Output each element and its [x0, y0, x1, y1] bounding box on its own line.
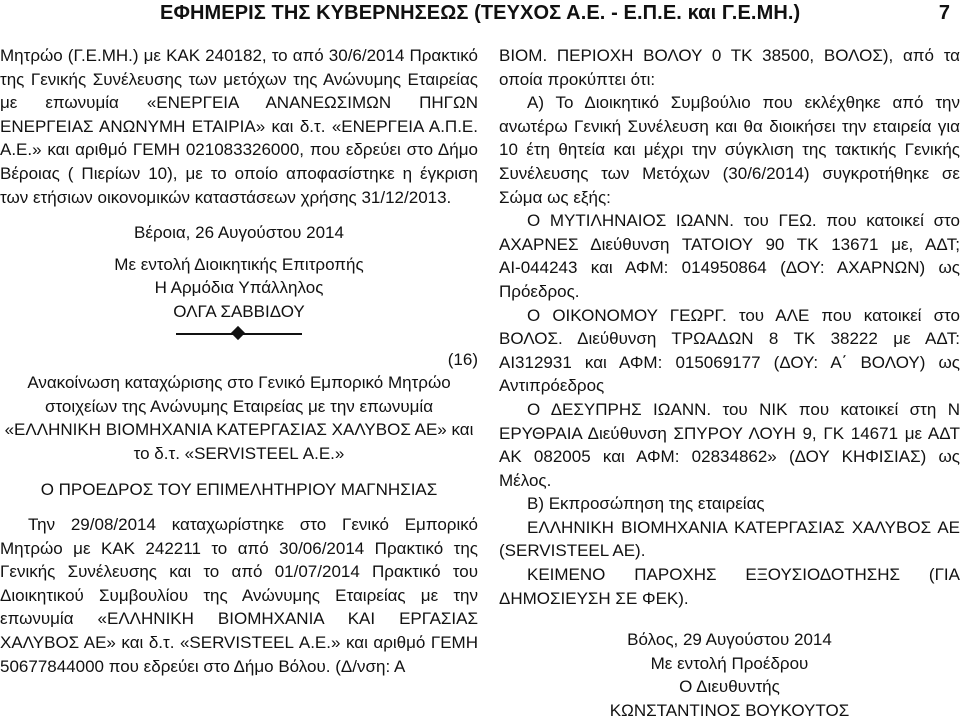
- left-column: [0, 44, 478, 678]
- page-header: [0, 0, 960, 36]
- intro-paragraph: Μητρώο (Γ.Ε.ΜΗ.) με ΚΑΚ 240182, το από 30/6/2014 Πρακτικό της Γενικής Συνέλευσης των μετόχων της Ανώνυμης Εταιρείας με επωνυμία «ΕΝΕΡΓΕΙΑ ΑΝΑΝΕΩΣΙΜΩΝ ΠΗΓΩΝ ΕΝΕΡΓΕΙΑΣ ΑΝΩΝΥΜΗ ΕΤΑΙΡΙΑ» και δ.τ. «ΕΝΕΡΓΕΙΑ Α.Π.Ε. Α.Ε.» και αριθμό ΓΕΜΗ 021083326000, που εδρεύει στο Δήμο Βέροιας ( Πιερίων 10), με το οποίο αποφασίστηκε η έγκριση των ετήσιων οικονομικών καταστάσεων χρήσης 31/12/2013.: [0, 46, 478, 207]
- notice-number: (16): [447, 349, 478, 369]
- right-paragraph-2: Α) Το Διοικητικό Συμβούλιο που εκλέχθηκε από την ανωτέρω Γενική Συνέλευση και θα διοικήσει την εταιρεία για 10 έτη θητεία και μέχρι την σύγκλιση της τακτικής Γενικής Συνέλευσης των Μετόχων (30/6/2014) συγκροτήθηκε σε Σώμα ως εξής:: [499, 93, 960, 207]
- authority-heading: Ο ΠΡΟΕΔΡΟΣ ΤΟΥ ΕΠΙΜΕΛΗΤΗΡΙΟΥ ΜΑΓΝΗΣΙΑΣ: [40, 479, 438, 499]
- right-paragraph-5: Ο ΔΕΣΥΠΡΗΣ ΙΩΑΝΝ. του ΝΙΚ που κατοικεί στη Ν ΕΡΥΘΡΑΙΑ Διεύθυνση ΣΠΥΡΟΥ ΛΟΥΗ 9, ΓΚ 14671 με ΑΔΤ ΑΚ 082005 και ΑΦΜ: 02834862» (ΔΟΥ ΚΗΦΙΣΙΑΣ) ως Μέλος.: [499, 399, 960, 490]
- right-signature-order: Με εντολή Προέδρου: [650, 653, 809, 673]
- signatory-name: ΟΛΓΑ ΣΑΒΒΙΔΟΥ: [173, 301, 305, 321]
- right-signature-role: Ο Διευθυντής: [679, 677, 780, 697]
- right-column: [499, 44, 960, 723]
- diamond-icon: [231, 325, 245, 339]
- right-signatory-name: ΚΩΝΣΤΑΝΤΙΝΟΣ ΒΟΥΚΟΥΤΟΣ: [609, 701, 850, 721]
- right-paragraph-7: ΕΛΛΗΝΙΚΗ ΒΙΟΜΗΧΑΝΙΑ ΚΑΤΕΡΓΑΣΙΑΣ ΧΑΛΥΒΟΣ ΑΕ (SERVISTEEL AE).: [499, 517, 960, 561]
- right-paragraph-6: Β) Εκπροσώπηση της εταιρείας: [527, 494, 765, 514]
- gazette-title: ΕΦΗΜΕΡΙΣ ΤΗΣ ΚΥΒΕΡΝΗΣΕΩΣ (ΤΕΥΧΟΣ Α.Ε. - Ε.Π.Ε. και Γ.Ε.ΜΗ.): [160, 2, 801, 24]
- signature-role: Η Αρμόδια Υπάλληλος: [154, 278, 324, 298]
- notice-body: Την 29/08/2014 καταχωρίστηκε στο Γενικό Εμπορικό Μητρώο με ΚΑΚ 242211 το από 30/06/2014 Πρακτικό της Γενικής Συνέλευσης και το από 01/07/2014 Πρακτικό του Διοικητικού Συμβουλίου της Ανώνυμης Εταιρείας με την επωνυμία «ΕΛΛΗΝΙΚΗ ΒΙΟΜΗΧΑΝΙΑ ΚΑΙ ΕΡΓΑΣΙΑΣ ΧΑΛΥΒΟΣ ΑΕ» και δ.τ. «SERVISTEEL Α.Ε.» και αριθμό ΓΕΜΗ 50677844000 που εδρεύει στο Δήμο Βόλου. (Δ/νση: Α: [0, 515, 478, 676]
- right-place-date: Βόλος, 29 Αυγούστου 2014: [627, 630, 832, 650]
- place-date: Βέροια, 26 Αυγούστου 2014: [134, 223, 344, 243]
- section-divider: [176, 326, 302, 340]
- right-paragraph-1: ΒΙΟΜ. ΠΕΡΙΟΧΗ ΒΟΛΟΥ 0 ΤΚ 38500, ΒΟΛΟΣ), από τα οποία προκύπτει ότι:: [499, 46, 960, 89]
- right-paragraph-4: Ο ΟΙΚΟΝΟΜΟΥ ΓΕΩΡΓ. του ΑΛΕ που κατοικεί στο ΒΟΛΟΣ. Διεύθυνση ΤΡΩΑΔΩΝ 8 ΤΚ 38222 με ΑΔΤ: ΑΙ312931 και ΑΦΜ: 015069177 (ΔΟΥ: Α΄ ΒΟΛΟΥ) ως Αντιπρόεδρος: [499, 305, 960, 396]
- page-number: 7: [938, 2, 950, 24]
- signature-order: Με εντολή Διοικητικής Επιτροπής: [114, 254, 364, 274]
- notice-title: Ανακοίνωση καταχώρισης στο Γενικό Εμπορικό Μητρώο στοιχείων της Ανώνυμης Εταιρείας με την επωνυμία «ΕΛΛΗΝΙΚΗ ΒΙΟΜΗΧΑΝΙΑ ΚΑΤΕΡΓΑΣΙΑΣ ΧΑΛΥΒΟΣ ΑΕ» και το δ.τ. «SERVISTEEL Α.Ε.»: [4, 373, 474, 463]
- right-paragraph-3: Ο ΜΥΤΙΛΗΝΑΙΟΣ ΙΩΑΝΝ. του ΓΕΩ. που κατοικεί στο ΑΧΑΡΝΕΣ Διεύθυνση ΤΑΤΟΙΟΥ 90 ΤΚ 13671 με, ΑΔΤ; ΑΙ-044243 και ΑΦΜ: 014950864 (ΔΟΥ: ΑΧΑΡΝΩΝ) ως Πρόεδρος.: [499, 211, 960, 301]
- right-paragraph-8: ΚΕΙΜΕΝΟ ΠΑΡΟΧΗΣ ΕΞΟΥΣΙΟΔΟΤΗΣΗΣ (ΓΙΑ ΔΗΜΟΣΙΕΥΣΗ ΣΕ ΦΕΚ).: [499, 565, 960, 608]
